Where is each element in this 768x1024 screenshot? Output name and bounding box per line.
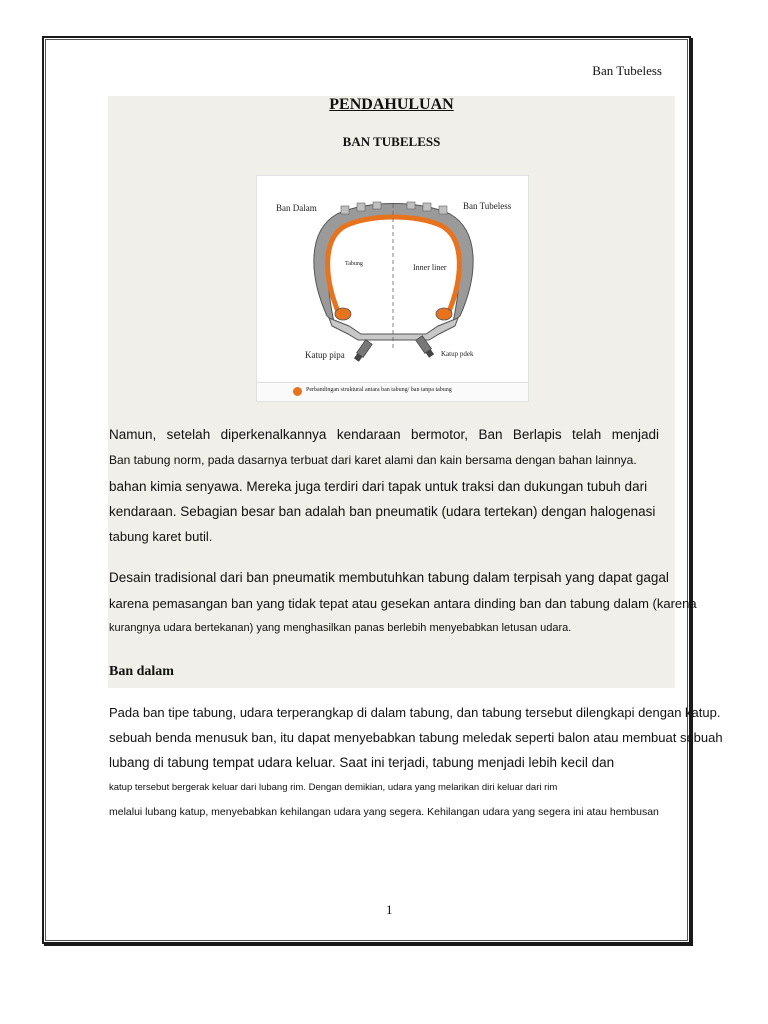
p3-line: sebuah benda menusuk ban, itu dapat menyebabkan tabung meledak seperti balon atau membuat sebuah: [109, 730, 723, 745]
label-inner-liner: Inner liner: [413, 263, 447, 272]
p3-line: Pada ban tipe tabung, udara terperangkap di dalam tabung, dan tabung tersebut dilengkapi dengan katup.: [109, 705, 721, 720]
p1-line: Namun, setelah diperkenalkannya kendaraan bermotor, Ban Berlapis telah menjadi: [109, 427, 659, 442]
info-icon: [293, 387, 302, 396]
figure-caption: Perbandingan struktural antara ban tabung/ ban tanpa tabung: [306, 387, 452, 393]
p1-line: tabung karet butil.: [109, 529, 213, 544]
figure-caption-bar: [257, 382, 528, 401]
p2-line: kurangnya udara bertekanan) yang menghasilkan panas berlebih menyebabkan letusan udara.: [109, 622, 572, 634]
right-bead: [436, 308, 452, 320]
label-ban-tubeless: Ban Tubeless: [463, 201, 512, 211]
tire-comparison-figure: [256, 175, 529, 402]
p2-line: Desain tradisional dari ban pneumatik membutuhkan tabung dalam terpisah yang dapat gagal: [109, 570, 669, 585]
p3-line: katup tersebut bergerak keluar dari lubang rim. Dengan demikian, udara yang melarikan diri keluar dari rim: [109, 782, 558, 793]
label-katup-pdek: Katup pdek: [441, 350, 474, 358]
document-subtitle: BAN TUBELESS: [342, 134, 441, 149]
p3-line: lubang di tabung tempat udara keluar. Saat ini terjadi, tabung menjadi lebih kecil dan: [109, 755, 615, 770]
label-ban-dalam: Ban Dalam: [276, 203, 317, 213]
label-katup-pipa: Katup pipa: [305, 350, 345, 360]
p1-line: bahan kimia senyawa. Mereka juga terdiri dari tapak untuk traksi dan dukungan tubuh dari: [109, 479, 648, 494]
wheel-rim: [329, 318, 458, 340]
tube-valve: [353, 340, 372, 363]
running-header: Ban Tubeless: [592, 63, 662, 78]
label-tabung: Tabung: [345, 261, 363, 267]
p2-line: karena pemasangan ban yang tidak tepat atau gesekan antara dinding ban dan tabung dalam (karena: [109, 596, 697, 611]
section-heading: Ban dalam: [109, 664, 174, 679]
page-number: 1: [386, 902, 393, 917]
p1-line: kendaraan. Sebagian besar ban adalah ban pneumatik (udara tertekan) dengan halogenasi: [109, 504, 656, 519]
p3-line: melalui lubang katup, menyebabkan kehilangan udara yang segera. Kehilangan udara yang segera ini atau hembusan: [109, 806, 659, 818]
left-bead: [335, 308, 351, 320]
p1-line: Ban tabung norm, pada dasarnya terbuat dari karet alami dan kain bersama dengan bahan lainnya.: [109, 453, 637, 467]
document-title: PENDAHULUAN: [329, 96, 454, 113]
